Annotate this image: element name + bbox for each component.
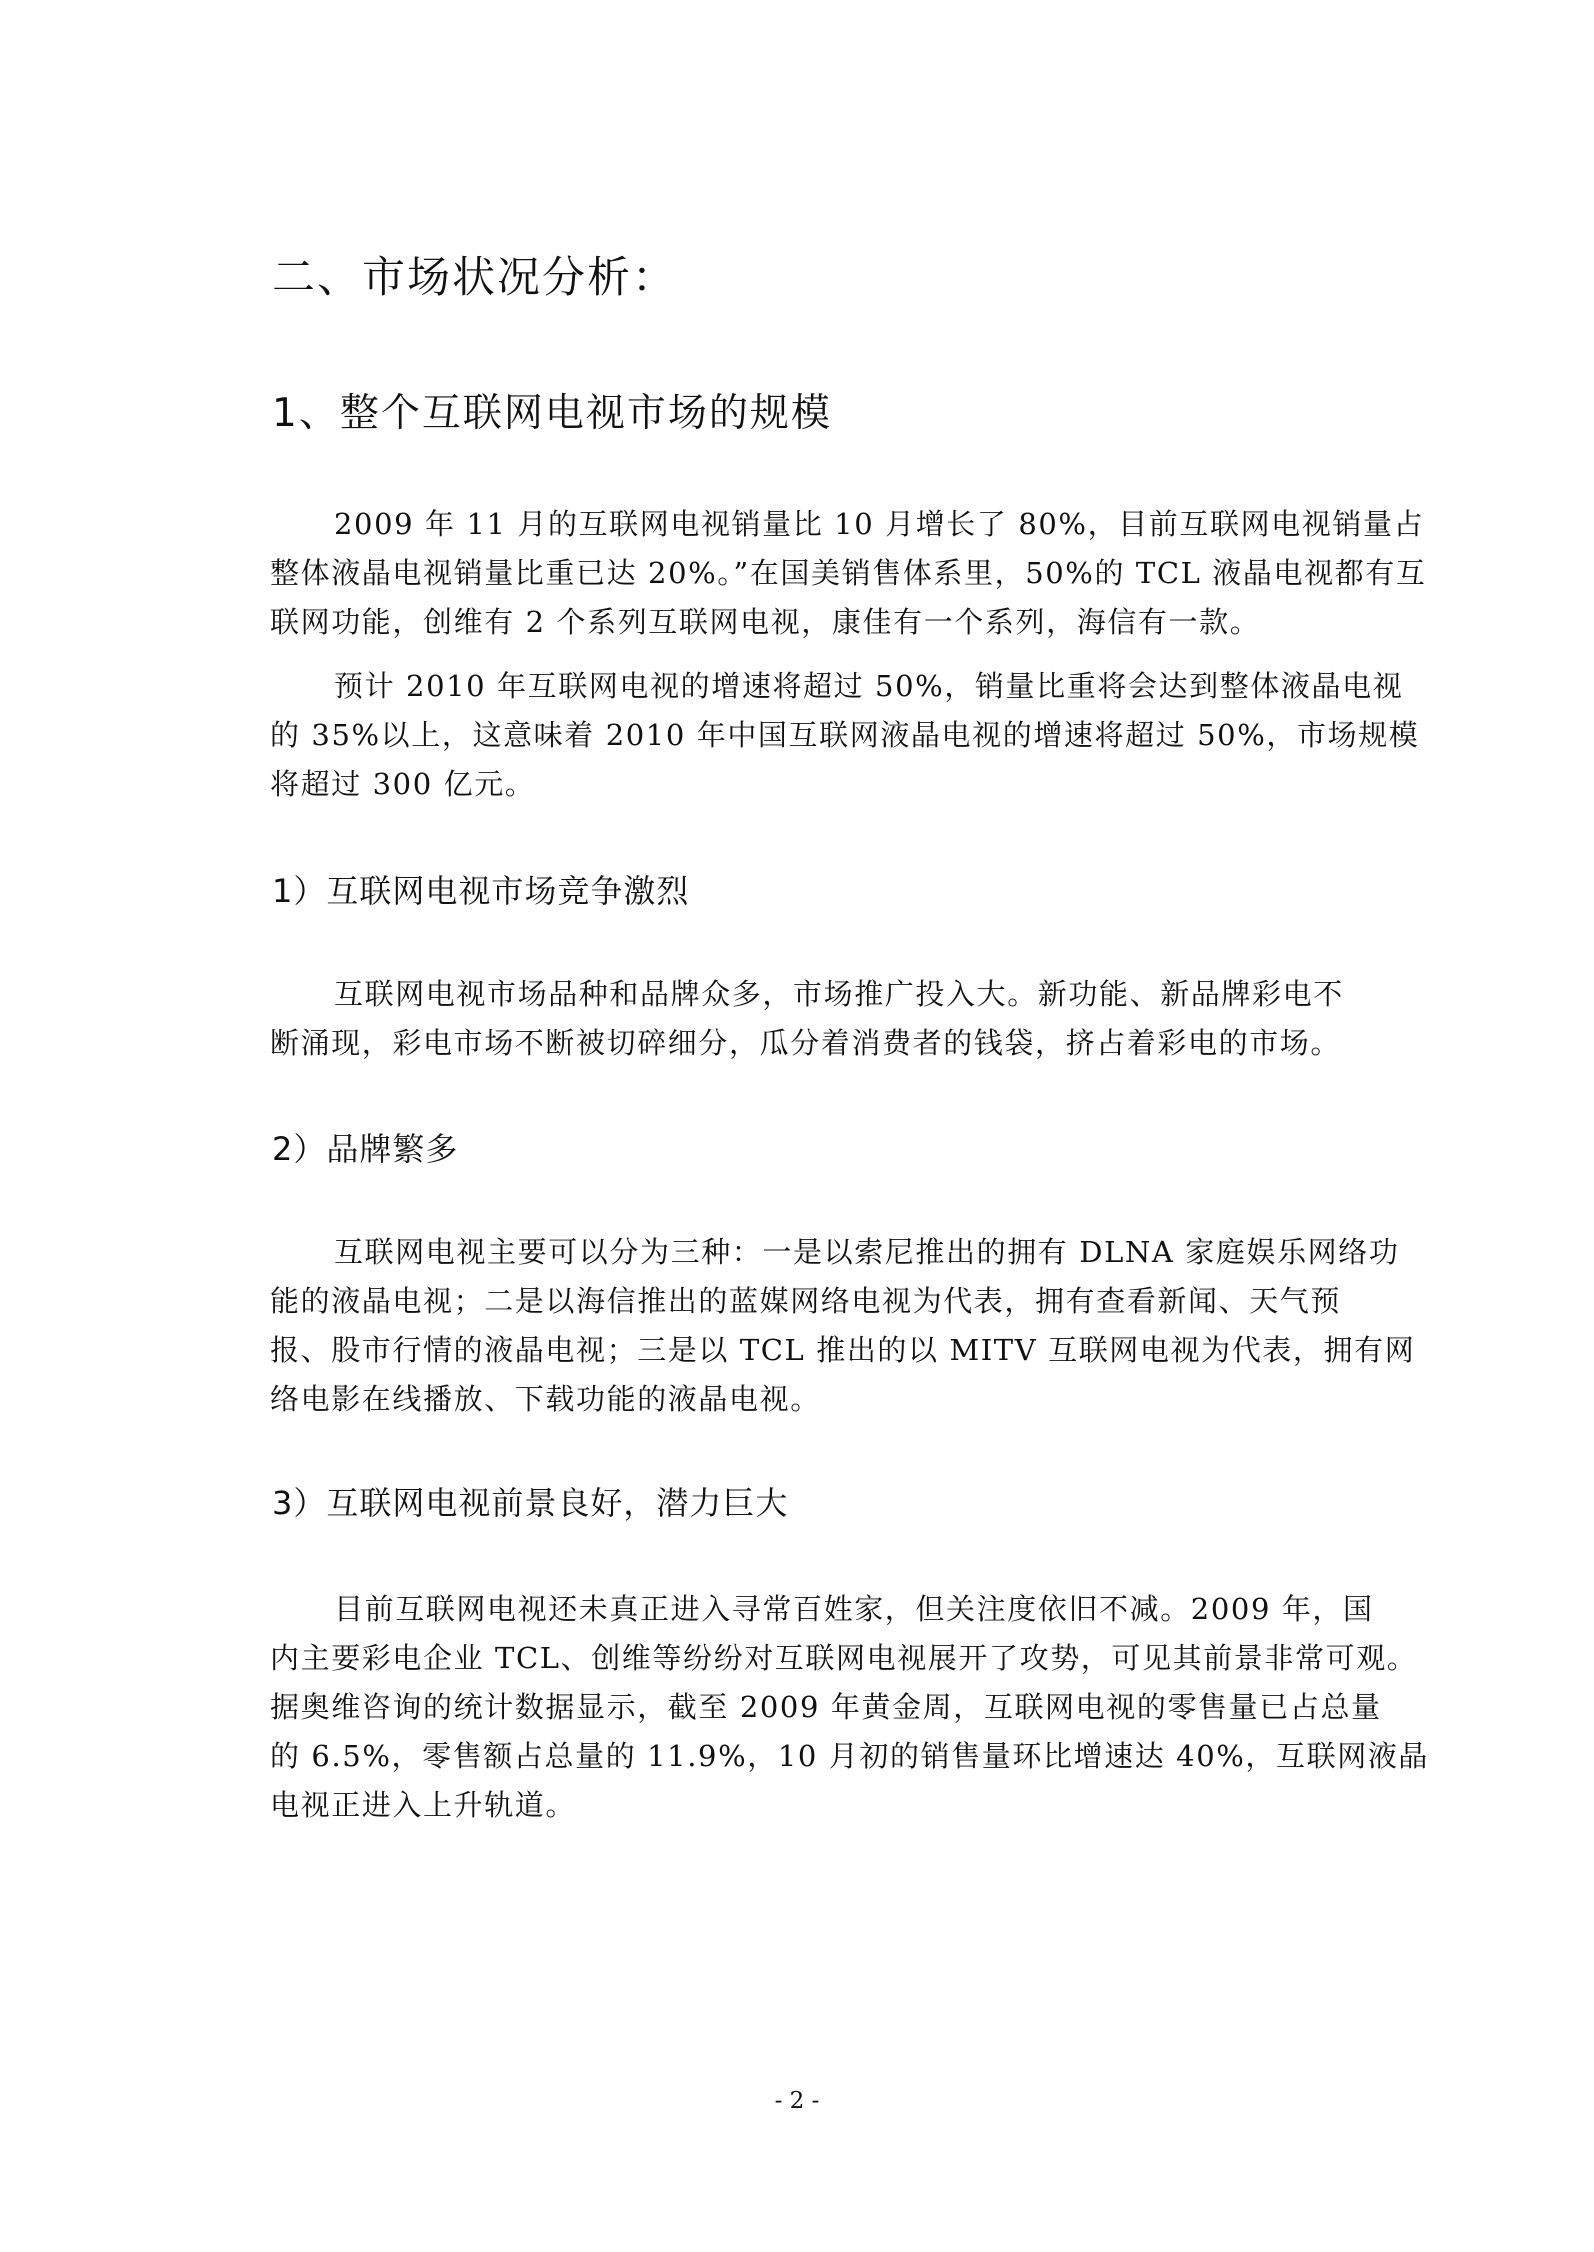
paragraph-line: 能的液晶电视；二是以海信推出的蓝媒网络电视为代表，拥有查看新闻、天气预 bbox=[270, 1284, 1342, 1318]
paragraph-line: 电视正进入上升轨道。 bbox=[270, 1788, 577, 1822]
paragraph-line: 联网功能，创维有 2 个系列互联网电视，康佳有一个系列，海信有一款。 bbox=[270, 605, 1261, 639]
point-1-heading: 1）互联网电视市场竞争激烈 bbox=[272, 872, 690, 910]
intro-paragraph-2 bbox=[270, 662, 1420, 809]
paragraph-line: 内主要彩电企业 TCL、创维等纷纷对互联网电视展开了攻势，可见其前景非常可观。 bbox=[270, 1641, 1418, 1675]
point-2-heading: 2）品牌繁多 bbox=[272, 1130, 459, 1168]
page-number: - 2 - bbox=[774, 2088, 820, 2114]
paragraph-line: 整体液晶电视销量比重已达 20%。”在国美销售体系里，50%的 TCL 液晶电视都有互 bbox=[270, 556, 1427, 590]
intro-paragraph-1 bbox=[270, 500, 1427, 647]
paragraph-line: 互联网电视主要可以分为三种：一是以索尼推出的拥有 DLNA 家庭娱乐网络功 bbox=[334, 1235, 1400, 1269]
point-2-paragraph bbox=[270, 1228, 1416, 1424]
paragraph-line: 络电影在线播放、下载功能的液晶电视。 bbox=[270, 1382, 821, 1416]
point-1-paragraph bbox=[270, 970, 1390, 1068]
paragraph-line: 2009 年 11 月的互联网电视销量比 10 月增长了 80%，目前互联网电视销量占 bbox=[334, 507, 1425, 541]
paragraph-line: 预计 2010 年互联网电视的增速将超过 50%，销量比重将会达到整体液晶电视 bbox=[334, 669, 1404, 703]
point-3-heading: 3）互联网电视前景良好，潜力巨大 bbox=[272, 1484, 789, 1522]
subsection-title: 1、整个互联网电视市场的规模 bbox=[272, 391, 832, 436]
paragraph-line: 互联网电视市场品种和品牌众多，市场推广投入大。新功能、新品牌彩电不 bbox=[334, 977, 1344, 1011]
paragraph-line: 将超过 300 亿元。 bbox=[270, 767, 536, 801]
paragraph-line: 据奥维咨询的统计数据显示，截至 2009 年黄金周，互联网电视的零售量已占总量 bbox=[270, 1690, 1382, 1724]
paragraph-line: 的 35%以上，这意味着 2010 年中国互联网液晶电视的增速将超过 50%，市场规模 bbox=[270, 718, 1420, 752]
paragraph-line: 的 6.5%，零售额占总量的 11.9%，10 月初的销售量环比增速达 40%，互联网液晶 bbox=[270, 1739, 1430, 1773]
paragraph-line: 断涌现，彩电市场不断被切碎细分，瓜分着消费者的钱袋，挤占着彩电的市场。 bbox=[270, 1026, 1342, 1060]
paragraph-line: 报、股市行情的液晶电视；三是以 TCL 推出的以 MITV 互联网电视为代表，拥有网 bbox=[270, 1333, 1416, 1367]
section-title: 二、市场状况分析： bbox=[272, 253, 677, 303]
paragraph-line: 目前互联网电视还未真正进入寻常百姓家，但关注度依旧不减。2009 年，国 bbox=[334, 1592, 1374, 1626]
point-3-paragraph bbox=[270, 1585, 1430, 1830]
